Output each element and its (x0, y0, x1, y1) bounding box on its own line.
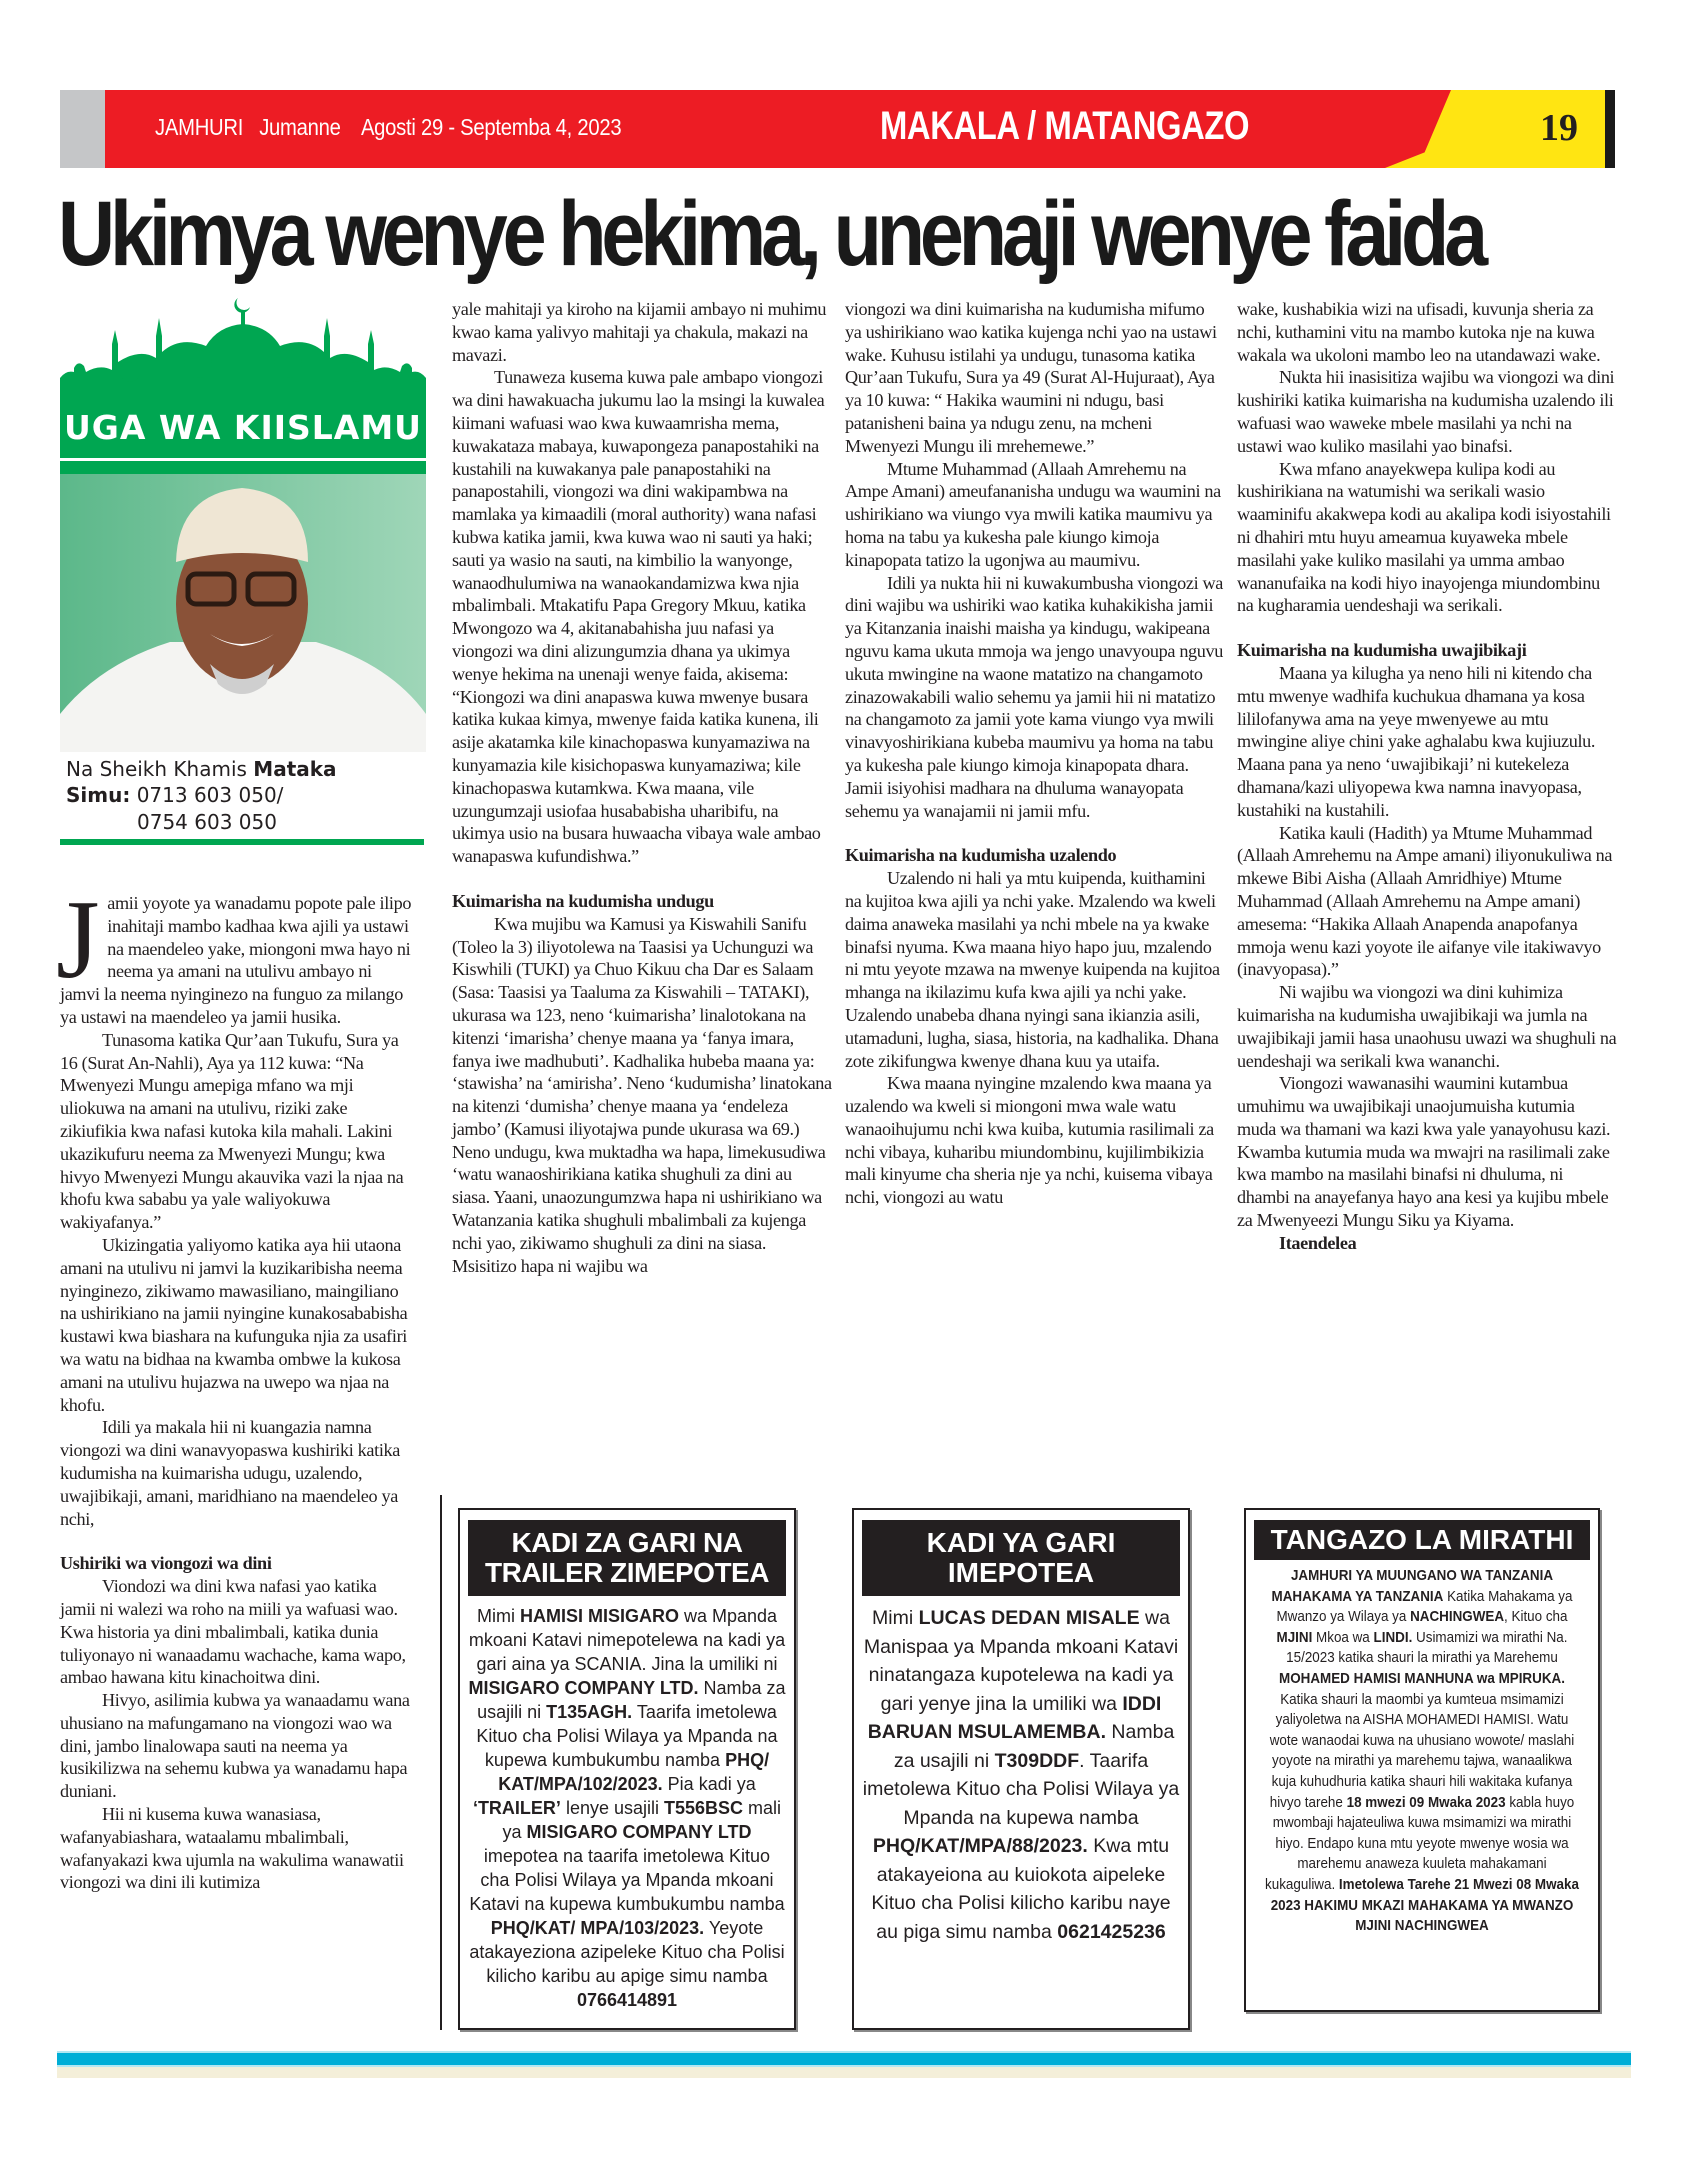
article-column-2 (452, 298, 832, 1277)
article-column-1 (56, 878, 412, 1894)
masthead-grey-tab (60, 90, 105, 168)
paragraph: Idili ya nukta hii ni kuwakumbusha viongozi wa dini wajibu wa ushiriki wao katika kuhakikisha jamii ya Kitanzania inaishi maisha ya kindugu, wakipeana nguvu kama ukuta mmoja wa jengo unavyoupa nguvu ukuta mwingine na waone matatizo na changamoto zinazowakabili walio sehemu ya jamii hii ni matatizo na changamoto za jamii yote kama viungo vya mwili vinavyoshirikiana kubeba maumivu ya homa na tabu ya kukesha pale kiungo kimoja kinapopata dhara. Jamii isiyohisi madhara na dhuluma wanayopata sehemu ya wanajamii ni jamii mfu. (845, 572, 1224, 821)
ad-text-bold: MISIGARO COMPANY LTD. (468, 1678, 699, 1698)
green-divider (60, 839, 424, 845)
subheading: Kuimarisha na kudumisha undugu (452, 890, 714, 911)
footer-cream-band (57, 2067, 1631, 2078)
issue-day: Jumanne (259, 114, 341, 140)
ad-text: , Kituo cha (1504, 1609, 1568, 1626)
ad-text-bold: 18 mwezi 09 Mwaka 2023 (1346, 1794, 1506, 1811)
ad-text-bold: T556BSC (664, 1798, 744, 1818)
ad-text-bold: 0621425236 (1057, 1920, 1166, 1943)
paragraph: Ni wajibu wa viongozi wa dini kuhimiza kuimarisha na kudumisha uwajibikaji wa jumla na uwajibikaji jamii hasa unaohusu uwazi wa shughuli na uendeshaji wa serikali kwa wananchi. (1237, 982, 1617, 1071)
ad-text-bold: T135AGH. (546, 1702, 633, 1722)
ad-text-bold: MJINI (1276, 1629, 1313, 1646)
ad-lost-vehicle-cards (458, 1508, 796, 2030)
ad-text: Kwa mtu atakayeiona au kuiokota aipeleke Kituo cha Polisi kilicho karibu naye au piga simu namba (871, 1835, 1171, 1943)
ad-body (460, 1596, 794, 2020)
ad-text-bold: NACHINGWEA (1410, 1609, 1505, 1626)
paragraph: Kwa mfano anayekwepa kulipa kodi au kushirikiana na watumishi wa serikali wasio waaminifu akakwepa kodi au akalipa kodi isiyostahili ni dhahiri mtu huyu ameamua kuyaweka mbele masilahi yake kuliko masilahi ya umma ambao wananufaika na kodi hiyo inayojenga miundombinu na kugharamia uendeshaji wa serikali. (1237, 458, 1611, 616)
ad-text-bold: T309DDF (994, 1749, 1080, 1772)
ad-text: Mkoa wa (1312, 1629, 1374, 1646)
ad-title: TANGAZO LA MIRATHI (1254, 1520, 1590, 1560)
ad-text: Usimamizi wa mirathi Na. 15/2023 katika shauri la mirathi ya Marehemu (1286, 1629, 1568, 1667)
paragraph: wake, kushabikia wizi na ufisadi, kuvunja sheria za nchi, kuthamini vitu na mambo kutoka nje na kuwa wakala wa ukoloni mambo leo na utandawazi wake. (1237, 299, 1601, 365)
column-logo-label: UGA WA KIISLAMU (60, 398, 426, 458)
paragraph: Kwa maana nyingine mzalendo kwa maana ya uzalendo wa kweli si miongoni mwa wale watu wanaoihujumu nchi kwa kuiba, kutumia rasilimali za nchi vibaya, kuharibu miundombinu, kujilimbikizia mali kinyume cha sheria nje ya nchi, kuisema vibaya nchi, viongozi au watu (845, 1073, 1214, 1208)
subheading: Ushiriki wa viongozi wa dini (60, 1553, 272, 1574)
subheading: Kuimarisha na kudumisha uzalendo (845, 845, 1117, 866)
ad-text-bold: LUCAS DEDAN MISALE (918, 1607, 1140, 1629)
ad-body (1260, 1560, 1584, 1943)
ad-probate-notice (1244, 1508, 1600, 2012)
paragraph: Katika kauli (Hadith) ya Mtume Muhammad (Allaah Amrehemu na Ampe amani) iliyonukuliwa na mkewe Bibi Aisha (Allaah Amridhiye) Mtume Muhammad (Allaah Amrehemu na Ampe amani) amesema: “Hakika Allaah Anapenda anapofanya mmoja wenu kazi yoyote ile aifanye vile itakiwavyo (inavyopasa).” (1237, 822, 1613, 980)
author-photo (60, 474, 426, 752)
ad-text: Namba za usajili ni (893, 1721, 1175, 1772)
paragraph: Ukizingatia yaliyomo katika aya hii utaona amani na utulivu ni jamvi la kuzikaribisha neema nyinginezo, zikiwamo mawasiliano, maingiliano na ushirikiano na jamii nyingine kunakosababisha kustawi kwa biashara na kufunguka njia za usafiri wa watu na bidhaa na kwamba ombwe la kukosa amani na utulivu hujazwa na uwepo wa njaa na khofu. (60, 1234, 408, 1415)
ad-title: KADI YA GARI IMEPOTEA (862, 1520, 1180, 1596)
paragraph: Nukta hii inasisitiza wajibu wa viongozi wa dini kushiriki katika kuimarisha na kudumisha uzalendo ili wafuasi wao waweke mbele masilahi ya nchi na ustawi wao kuliko masilahi yao binafsi. (1237, 367, 1615, 456)
ad-text-bold: MOHAMED HAMISI MANHUNA wa MPIRUKA. (1279, 1670, 1565, 1687)
ad-text: . Taarifa imetolewa Kituo cha Polisi Wilaya ya Mpanda na kupewa namba (862, 1749, 1180, 1829)
paragraph: Hivyo, asilimia kubwa ya wanaadamu wana uhusiano na mafungamano na viongozi wao wa dini, jambo linalowapa sauti na neema ya kusikilizwa na sehemu kubwa ya wanadamu hapa duniani. (60, 1690, 410, 1802)
ad-title: KADI ZA GARI NA TRAILER ZIMEPOTEA (468, 1520, 786, 1596)
ad-text: Yeyote atakayeziona azipeleke Kituo cha Polisi kilicho karibu au apige simu namba (469, 1918, 785, 1986)
ad-lost-vehicle-card (852, 1508, 1190, 2030)
ad-text-bold: PHQ/KAT/ MPA/103/2023. (490, 1918, 705, 1938)
ad-text-bold: ‘TRAILER’ (472, 1798, 561, 1818)
paragraph: Viondozi wa dini kwa nafasi yao katika jamii ni walezi wa roho na miili ya wafuasi wao. Kwa historia ya dini mbalimbali, katika dunia tuliyonayo ni wanaadamu wachache, kama wapo, ambao hawana kitu kinachoitwa dini. (60, 1576, 406, 1688)
paragraph: Hii ni kusema kuwa wanasiasa, wafanyabiashara, wataalamu mbalimbali, wafanyakazi kwa ujumla na wakulima wanawatii viongozi wa dini ili kutimiza (60, 1804, 404, 1893)
ad-text: Mimi (476, 1606, 520, 1626)
author-phone-line-1 (66, 783, 283, 807)
mosque-silhouette-icon (60, 290, 426, 400)
article-column-4 (1237, 298, 1617, 1255)
paragraph: Tunaweza kusema kuwa pale ambapo viongozi wa dini hawakuacha jukumu lao la msingi la kuwalea kiimani wafuasi wao kwa kuwaamrisha mema, kuwakataza mabaya, kuwapongeza panapostahiki na kustahili na kuwakanya pale panapostahiki na panapostahili, viongozi wa dini wakipambwa na mamlaka ya kimaadili (moral authority) wana nafasi kubwa katika jamii, kwa kuwa wao ni sauti ya haki; sauti ya wasio na sauti, na kimbilio la wanyonge, wanaodhulumiwa na wanaokandamizwa kwa njia mbalimbali. Mtakatifu Papa Gregory Mkuu, katika Mwongozo wa 4, akitanabahisha juu nafasi ya viongozi wa dini alizungumzia dhana ya ukimya wenye hekima na unenaji wenye faida, akisema: “Kiongozi wa dini anapaswa kuwa mwenye busara katika kukaa kimya, mwenye faida katika kunena, ili asije akatamka kile kinachopaswa kunyamaziwa na kunyamazia kile kisichopaswa kunyamaziwa; kile kinachopaswa kutamkwa. Kwa maana, vile uzungumzaji usiofaa husababisha uharibifu, na ukimya usio na busara huwaacha vibaya wale ambao wanapaswa kufundishwa.” (452, 367, 825, 867)
section-title: MAKALA / MATANGAZO (880, 104, 1250, 148)
page-number: 19 (1540, 107, 1578, 149)
paragraph: Mtume Muhammad (Allaah Amrehemu na Ampe Amani) ameufananisha undugu wa waumini na ushirikiano wa viungo vya mwili katika maumivu ya homa na tabu ya kukesha pale kiungo kimoja kinapopata tatizo la ugonjwa au maumivu. (845, 458, 1221, 570)
article-column-3 (845, 298, 1225, 1209)
ad-text: Mimi (872, 1607, 919, 1629)
ad-text: Pia kadi ya (662, 1774, 756, 1794)
author-byline (66, 757, 337, 781)
ad-text-bold: JAMHURI YA MUUNGANO WA TANZANIA MAHAKAMA YA TANZANIA (1271, 1568, 1554, 1605)
ad-text-bold: Imetolewa Tarehe 21 Mwezi 08 Mwaka 2023 HAKIMU MKAZI MAHAKAMA YA MWANZO MJINI NACHINGWEA (1270, 1876, 1579, 1935)
column-logo (60, 290, 426, 752)
author-phone-1: 0713 603 050/ (136, 783, 284, 807)
continued-note: Itaendelea (1279, 1232, 1357, 1253)
ad-text: wa Mpanda mkoani Katavi nimepotelewa na kadi ya gari aina ya SCANIA. Jina la umiliki ni (468, 1606, 786, 1674)
paragraph: Maana ya kilugha ya neno hili ni kitendo cha mtu mwenye wadhifa kuchukua dhamana ya kosa lililofanywa ama na yeye mwenyewe au mtu mwingine aliye chini yake aghalabu kwa kujiuzulu. Maana pana ya neno ‘uwajibikaji’ ni kutekeleza dhamana/kazi uliyopewa kwa namna inavyopasa, kustahiki na kustahili. (1237, 662, 1596, 820)
author-surname: Mataka (253, 757, 337, 781)
footer-cyan-band (57, 2051, 1631, 2067)
masthead (60, 90, 1615, 168)
author-phone-2: 0754 603 050 (137, 810, 277, 834)
masthead-black-edge (1605, 90, 1615, 168)
ad-text: kabla huyo mwombaji hajateuliwa kuwa msimamizi wa mirathi hiyo. Endapo kuna mtu yeyote mwenye wosia wa marehemu anaweza kuuleta mahakamani kukaguliwa. (1265, 1794, 1575, 1893)
paragraph: Jamii yoyote ya wanadamu popote pale ilipo inahitaji mambo kadhaa kwa ajili ya ustawi na maendeleo yake, miongoni mwa hayo ni neema ya amani na utulivu ambayo ni jamvi la neema nyinginezo na funguo za milango ya ustawi na maendeleo ya jamii husika. (56, 878, 412, 1027)
ad-text-bold: IDDI BARUAN MSULAMEMBA. (867, 1692, 1162, 1743)
paragraph: Kwa mujibu wa Kamusi ya Kiswahili Sanifu (Toleo la 3) iliyotolewa na Taasisi ya Uchunguzi wa Kiswhili (TUKI) ya Chuo Kikuu cha Dar es Salaam (Sasa: Taasisi ya Taaluma za Kiswahili – TATAKI), ukurasa wa 123, neno ‘kuimarisha’ linalotokana na kitenzi ‘imarisha’ chenye maana ya ‘fanya imara, fanya iwe madhubuti’. Kadhalika hubeba maana ya: ‘stawisha’ na ‘amirisha’. Neno ‘kudumisha’ linatokana na kitenzi ‘dumisha’ chenye maana ya ‘endeleza jambo’ (Kamusi iliyotajwa punde ukurasa wa 69.) Neno undugu, kwa muktadha wa hapa, limekusudiwa ‘watu wanaoshirikiana katika shughuli za dini au siasa. Yaani, unaozungumzwa hapa ni ushirikiano wa Watanzania katika shughuli mbalimbali za kujenga nchi yao, zikiwamo shughuli za dini na siasa. Msisitizo hapa ni wajibu wa (452, 913, 832, 1276)
ad-text-bold: LINDI. (1373, 1629, 1413, 1646)
ad-text: Taarifa imetolewa Kituo cha Polisi Wilaya ya Mpanda na kupewa kumbukumbu namba (476, 1702, 778, 1770)
ad-body (854, 1596, 1188, 1954)
ad-text-bold: PHQ/KAT/MPA/88/2023. (872, 1835, 1088, 1857)
paragraph: Uzalendo ni hali ya mtu kuipenda, kuithamini na kujitoa kwa ajili ya nchi yake. Mzalendo wa kweli daima anaweka masilahi ya nchi mbele na ya kwake binafsi nyuma. Kwa maana hiyo hapo juu, mzalendo ni mtu yeyote mzawa na mwenye kuipenda na kujitoa mhanga na ikilazimu kufa kwa ajili ya nchi yake. Uzalendo unabeba dhana nyingi sana ikianzia asili, utamaduni, lugha, siasa, historia, na kadhalika. Dhana zote zikifungwa kwenye dhana kuu ya utaifa. (845, 868, 1220, 1071)
issue-date-line (155, 114, 621, 141)
publication-name: JAMHURI (155, 114, 244, 140)
paragraph: Viongozi wawanasihi waumini kutambua umuhimu wa uwajibikaji unaojumuisha kutumia muda wa thamani wa kazi kwa yale yanayohusu kazi. Kwamba kutumia muda wa mwajri na rasilimali zake kwa mambo na masilahi binafsi ni dhuluma, ni dhambi na anayefanya hayo ana kesi ya kujibu mbele za Mwenyeezi Mungu Siku ya Kiyama. (1237, 1073, 1611, 1231)
phone-label: Simu: (66, 783, 131, 807)
issue-dates: Agosti 29 - Septemba 4, 2023 (360, 114, 622, 140)
article-headline: Ukimya wenye hekima, unenaji wenye faida (58, 183, 1484, 285)
ad-text-bold: MISIGARO COMPANY LTD (526, 1822, 752, 1842)
ad-text: imepotea na taarifa imetolewa Kituo cha Polisi Wilaya ya Mpanda mkoani Katavi na kupewa kumbukumbu namba (469, 1846, 785, 1914)
drop-cap: J (56, 878, 100, 1002)
paragraph: Tunasoma katika Qur’aan Tukufu, Sura ya 16 (Surat An-Nahli), Aya ya 112 kuwa: “Na Mwenyezi Mungu amepiga mfano wa mji uliokuwa na amani na utulivu, riziki zake zikiufikia kwa nafasi kutoka kila mahali. Lakini ukazikufuru neema za Mwenyezi Mungu; kwa hivyo Mwenyezi Mungu akauvika vazi la njaa na khofu kwa sababu ya yale waliyokuwa wakiyafanya.” (60, 1029, 404, 1233)
subheading: Kuimarisha na kudumisha uwajibikaji (1237, 640, 1527, 661)
ad-text: Namba za usajili ni (477, 1678, 786, 1722)
paragraph: Idili ya makala hii ni kuangazia namna viongozi wa dini wanavyopaswa kushiriki katika kudumisha na kuimarisha udugu, uzalendo, uwajibikaji, amani, maridhiano na maendeleo ya nchi, (60, 1417, 400, 1529)
column-logo-band (60, 461, 426, 474)
ad-text: mali ya (502, 1798, 782, 1842)
ad-text: wa Manispaa ya Mpanda mkoani Katavi ninatangaza kupotelewa na kadi ya gari yenye jina la umiliki wa (863, 1607, 1179, 1715)
author-name-prefix: Na Sheikh Khamis (66, 757, 247, 781)
ad-text: Katika shauri la maombi ya kumteua msimamizi yaliyoletwa na AISHA MOHAMEDI HAMISI. Watu wote wanaodai kuwa na uhusiano wowote/ maslahi yoyote na mirathi ya marehemu tajwa, wanaalikwa kuja kuhudhuria katika shauri hili wakitaka kufanya hivyo tarehe (1269, 1691, 1575, 1811)
paragraph: viongozi wa dini kuimarisha na kudumisha mifumo ya ushirikiano wao katika kujenga nchi yao na ustawi wake. Kuhusu istilahi ya undugu, tunasoma katika Qur’aan Tukufu, Sura ya 49 (Surat Al-Hujuraat), Aya ya 10 kuwa: “ Hakika waumini ni ndugu, basi patanisheni baina ya ndugu zenu, na mcheni Mwenyezi Mungu ili mrehemewe.” (845, 299, 1217, 456)
ad-text: Katika Mahakama ya Mwanzo ya Wilaya ya (1276, 1588, 1573, 1626)
paragraph: yale mahitaji ya kiroho na kijamii ambayo ni muhimu kwao kama yalivyo mahitaji ya chakula, makazi na mavazi. (452, 299, 827, 365)
ad-text: lenye usajili (560, 1798, 664, 1818)
ad-text-bold: HAMISI MISIGARO (519, 1606, 679, 1626)
ad-text-bold: 0766414891 (576, 1990, 678, 2010)
ad-text-bold: PHQ/ KAT/MPA/102/2023. (498, 1750, 770, 1794)
